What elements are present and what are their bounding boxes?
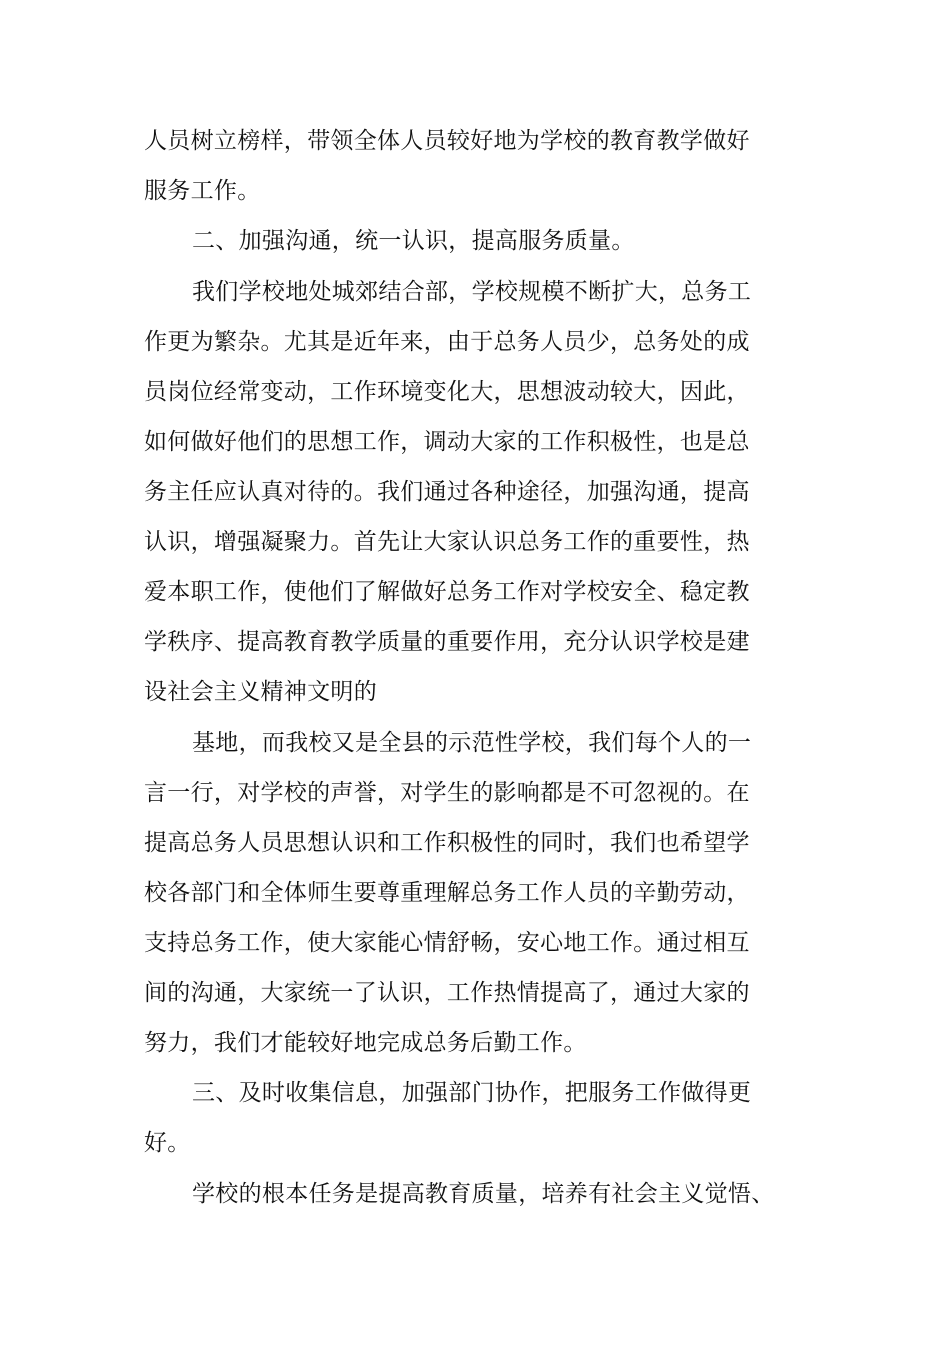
text-line: 我们学校地处城郊结合部，学校规模不断扩大，总务工 — [192, 279, 752, 305]
text-line: 支持总务工作，使大家能心情舒畅，安心地工作。通过相互 — [144, 930, 750, 956]
section-heading: 三、及时收集信息，加强部门协作，把服务工作做得更 — [192, 1080, 752, 1106]
text-line: 务主任应认真对待的。我们通过各种途径，加强沟通，提高 — [144, 479, 750, 505]
text-line: 努力，我们才能较好地完成总务后勤工作。 — [144, 1030, 587, 1056]
text-line: 提高总务人员思想认识和工作积极性的同时，我们也希望学 — [144, 830, 750, 856]
text-line: 爱本职工作，使他们了解做好总务工作对学校安全、稳定教 — [144, 579, 750, 605]
text-line: 人员树立榜样，带领全体人员较好地为学校的教育教学做好 — [144, 128, 750, 154]
text-line: 设社会主义精神文明的 — [144, 679, 377, 705]
text-line: 学校的根本任务是提高教育质量，培养有社会主义觉悟、 — [192, 1181, 775, 1207]
text-line: 间的沟通，大家统一了认识，工作热情提高了，通过大家的 — [144, 980, 750, 1006]
text-line: 校各部门和全体师生要尊重理解总务工作人员的辛勤劳动， — [144, 880, 750, 906]
text-line: 员岗位经常变动，工作环境变化大，思想波动较大，因此， — [144, 379, 750, 405]
text-line: 好。 — [144, 1130, 191, 1156]
text-line: 学秩序、提高教育教学质量的重要作用，充分认识学校是建 — [144, 629, 750, 655]
text-line: 言一行，对学校的声誉，对学生的影响都是不可忽视的。在 — [144, 780, 750, 806]
text-line: 服务工作。 — [144, 178, 261, 204]
text-line: 基地，而我校又是全县的示范性学校，我们每个人的一 — [192, 730, 752, 756]
text-line: 如何做好他们的思想工作，调动大家的工作积极性，也是总 — [144, 429, 750, 455]
text-line: 认识，增强凝聚力。首先让大家认识总务工作的重要性，热 — [144, 529, 750, 555]
text-line: 作更为繁杂。尤其是近年来，由于总务人员少，总务处的成 — [144, 329, 750, 355]
section-heading: 二、加强沟通，统一认识，提高服务质量。 — [192, 228, 635, 254]
